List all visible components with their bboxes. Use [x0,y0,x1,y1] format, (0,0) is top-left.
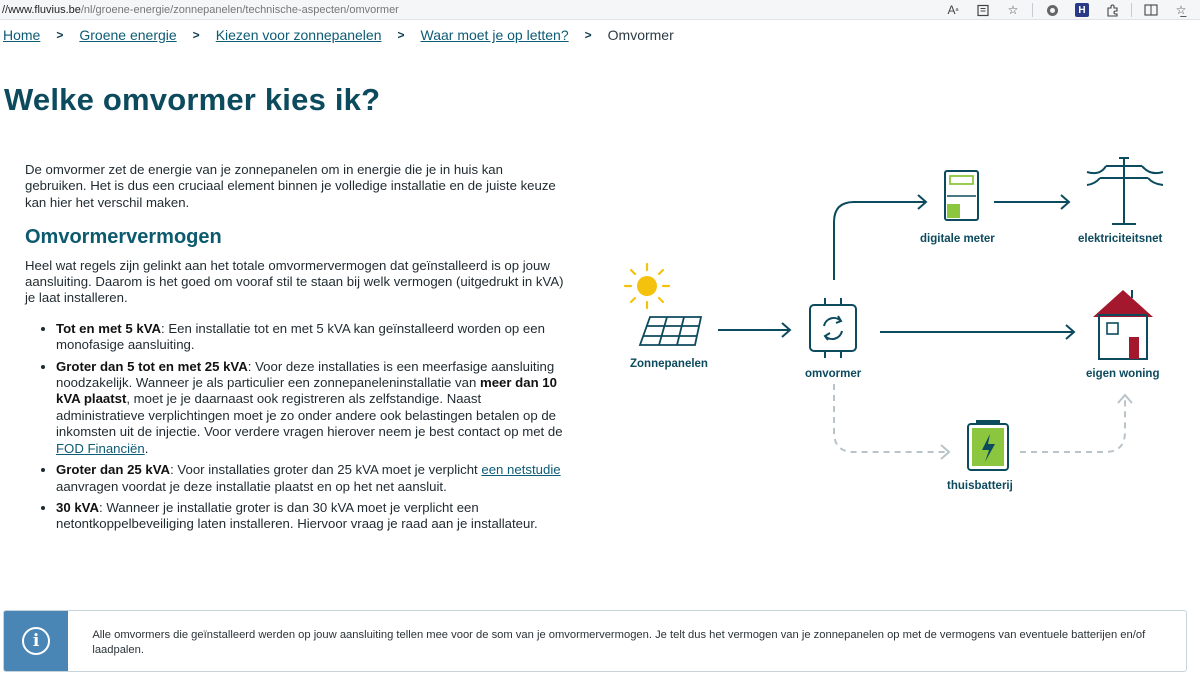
chevron-right-icon: > [56,28,64,42]
url-host: //www.fluvius.be [2,3,81,16]
arrow-solar-to-inverter [718,323,790,337]
split-screen-icon[interactable] [1136,0,1166,20]
info-box [3,610,1187,672]
page-title: Welke omvormer kies ik? [4,82,381,117]
main-content [25,162,565,538]
house-icon [1093,290,1153,359]
list-item-bold: Groter dan 5 tot en met 25 kVA [56,358,248,374]
list-item-bold: Groter dan 25 kVA [56,462,171,478]
favorite-star-icon[interactable]: ☆ [1007,3,1019,17]
list-item-text: , moet je je daarnaast ook registreren als zelfstandige. Naast administratieve verplichtingen moet je zo onder andere ook belastingen betalen op de inkomsten uit de injectie. Voor verdere vragen hierover neem je best contact op met de [56,391,563,440]
dashed-arrow-inverter-to-battery [834,384,949,452]
breadcrumb-home[interactable]: Home [3,27,41,43]
list-item [56,321,565,354]
h-extension-icon[interactable] [1067,0,1097,20]
list-item [56,462,565,495]
label-home: eigen woning [1086,368,1160,380]
battery-icon [968,420,1008,470]
extension-icon[interactable] [1037,0,1067,20]
arrow-inverter-to-home [880,325,1074,339]
toolbar-divider [1032,3,1033,17]
info-text: Alle omvormers die geïnstalleerd werden op jouw aansluiting tellen mee voor de som van je omvormervermogen. Je telt dus het vermogen van je zonnepanelen op met de vermogens van eventuele batterijen en/of laadpalen. [92,629,1146,656]
label-meter: digitale meter [920,233,995,245]
list-item-bold: Tot en met 5 kVA [56,320,162,336]
section-paragraph: Heel wat regels zijn gelinkt aan het totale omvormervermogen dat geïnstalleerd is op jouw aansluiting. Daarom is het goed om vooraf stil te staan bij welk vermogen (uitgedrukt in kVA) je laat installeren. [25,257,564,306]
solar-panel-icon [640,317,701,345]
h-badge: H [1075,3,1089,17]
extensions-puzzle-icon[interactable] [1097,0,1127,20]
browser-address-bar [0,0,1200,20]
list-item [56,500,565,533]
list-item-bold: 30 kVA [56,499,100,515]
list-item-text: : Voor installaties groter dan 25 kVA moet je verplicht [170,462,482,478]
energy-flow-diagram [600,140,1190,510]
read-aloud-icon[interactable]: A ᵃ [947,3,959,17]
address-url[interactable] [0,4,399,16]
list-item-text: : Een installatie tot en met 5 kVA kan geïnstalleerd worden op een monofasige aansluiting. [56,320,545,353]
section-title: Omvormervermogen [25,226,222,249]
power-pylon-icon [1087,158,1163,224]
chevron-right-icon: > [192,28,200,42]
favorites-icon[interactable]: ☆̲ [1175,3,1187,17]
power-rules-list [25,321,565,533]
list-item-text: : Voor deze installaties is een meerfasige aansluiting noodzakelijk. Wanneer je als particulier een zonnepaneleninstallatie van [56,358,555,391]
breadcrumb-kiezen-voor-zonnepanelen[interactable]: Kiezen voor zonnepanelen [215,27,382,43]
breadcrumb-current: Omvormer [607,27,674,43]
chevron-right-icon: > [397,28,405,42]
label-grid: elektriciteitsnet [1078,233,1163,245]
netstudie-link[interactable]: een netstudie [481,462,561,478]
toolbar-divider [1131,3,1132,17]
info-side-panel [4,611,68,671]
dashed-arrow-battery-to-home [1020,395,1125,452]
breadcrumb-groene-energie[interactable]: Groene energie [79,27,177,43]
list-item-text: : Wanneer je installatie groter is dan 30 kVA moet je verplicht een netontkoppelbeveiliging laten installeren. Hiervoor vraag je raad aan je installateur. [56,499,538,532]
energy-flow-svg [600,140,1190,510]
sun-icon [625,264,669,308]
reader-view-icon[interactable] [968,0,998,20]
label-solar: Zonnepanelen [630,358,708,370]
chevron-right-icon: > [584,28,592,42]
arrow-meter-to-grid [994,195,1069,209]
label-inverter: omvormer [805,368,862,380]
inverter-icon [810,298,856,358]
arrow-inverter-to-meter [834,195,926,280]
breadcrumb [3,27,674,43]
fod-financien-link[interactable]: FOD Financiën [56,440,145,456]
list-item-text: . [144,440,149,456]
url-path: /nl/groene-energie/zonnepanelen/technische-aspecten/omvormer [80,3,399,16]
list-item [56,359,565,457]
digital-meter-icon [945,171,978,220]
browser-toolbar [938,0,1196,20]
info-icon: i [22,627,50,655]
label-battery: thuisbatterij [947,480,1013,492]
list-item-bold: meer dan 10 kVA plaatst [56,375,557,407]
breadcrumb-waar-moet-je-op-letten[interactable]: Waar moet je op letten? [420,27,569,43]
intro-paragraph: De omvormer zet de energie van je zonnepanelen om in energie die je in huis kan gebruiken. Het is dus een cruciaal element binnen je volledige installatie en de juiste keuze kan hier het verschil maken. [25,162,556,210]
list-item-text: aanvragen voordat je deze installatie plaatst en op het net aansluit. [56,478,447,494]
